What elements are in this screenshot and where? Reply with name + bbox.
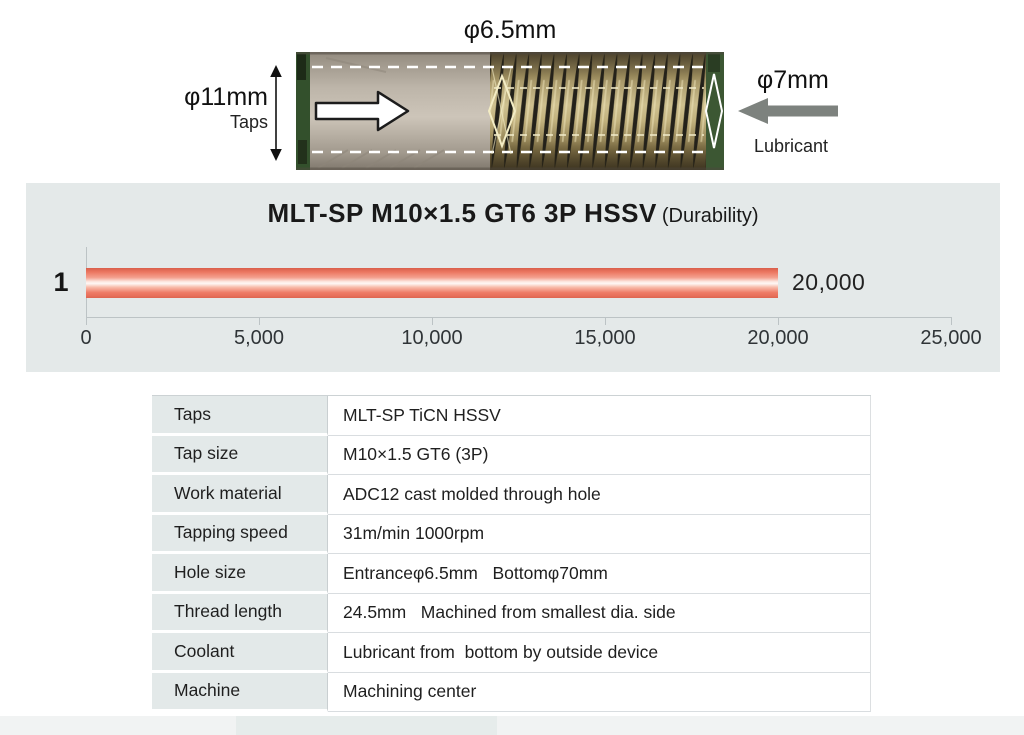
table-row [152, 673, 871, 713]
spec-table [152, 395, 871, 712]
spec-label: Hole size [152, 554, 328, 594]
lubricant-label: Lubricant [754, 136, 829, 156]
durability-chart-panel [26, 183, 1000, 372]
x-tick-label: 0 [80, 327, 92, 349]
x-tick-mark [432, 317, 433, 325]
chart-title [26, 198, 1000, 229]
spec-value: MLT-SP TiCN HSSV [328, 396, 871, 436]
x-axis-line [86, 317, 951, 318]
spec-value: Machining center [328, 673, 871, 713]
table-row [152, 633, 871, 673]
bar-category-label: 1 [53, 267, 69, 297]
spec-label: Work material [152, 475, 328, 515]
table-row [152, 515, 871, 555]
chart-title-text: MLT-SP M10×1.5 GT6 3P HSSV [267, 198, 657, 228]
cropped-next-section [0, 716, 1024, 735]
table-row [152, 436, 871, 476]
x-tick-mark [778, 317, 779, 325]
x-tick-mark [259, 317, 260, 325]
chart-title-note: (Durability) [661, 205, 759, 227]
dim-label-taps: Taps [229, 112, 268, 132]
bar-value-label: 20,000 [792, 269, 866, 295]
spec-value: M10×1.5 GT6 (3P) [328, 436, 871, 476]
x-tick-label: 25,000 [920, 327, 982, 349]
spec-value: 24.5mm Machined from smallest dia. side [328, 594, 871, 634]
x-tick-label: 5,000 [233, 327, 285, 349]
table-row [152, 475, 871, 515]
x-tick-mark [951, 317, 952, 325]
tap-cross-section-photo [296, 52, 724, 170]
x-tick-label: 15,000 [574, 327, 636, 349]
spec-label: Thread length [152, 594, 328, 634]
table-row [152, 396, 871, 436]
spec-label: Tap size [152, 436, 328, 476]
cropped-next-section-cell [236, 716, 497, 735]
spec-value: Lubricant from bottom by outside device [328, 633, 871, 673]
durability-bar [86, 268, 778, 298]
x-tick-label: 20,000 [747, 327, 809, 349]
lubricant-arrow-icon [736, 96, 840, 126]
spec-label: Coolant [152, 633, 328, 673]
x-tick-label: 10,000 [401, 327, 463, 349]
dim-label-entrance-diameter: φ6.5mm [463, 16, 557, 44]
dim-label-tap-diameter: φ11mm [184, 83, 268, 111]
dim-label-lubricant-diameter: φ7mm [757, 66, 829, 94]
spec-value: Entranceφ6.5mm Bottomφ70mm [328, 554, 871, 594]
vertical-dimension-arrow-icon [267, 64, 285, 162]
spec-label: Tapping speed [152, 515, 328, 555]
x-tick-mark [605, 317, 606, 325]
table-row [152, 594, 871, 634]
spec-value: ADC12 cast molded through hole [328, 475, 871, 515]
spec-label: Taps [152, 396, 328, 436]
spec-value: 31m/min 1000rpm [328, 515, 871, 555]
x-tick-mark [86, 317, 87, 325]
table-row [152, 554, 871, 594]
spec-label: Machine [152, 673, 328, 713]
